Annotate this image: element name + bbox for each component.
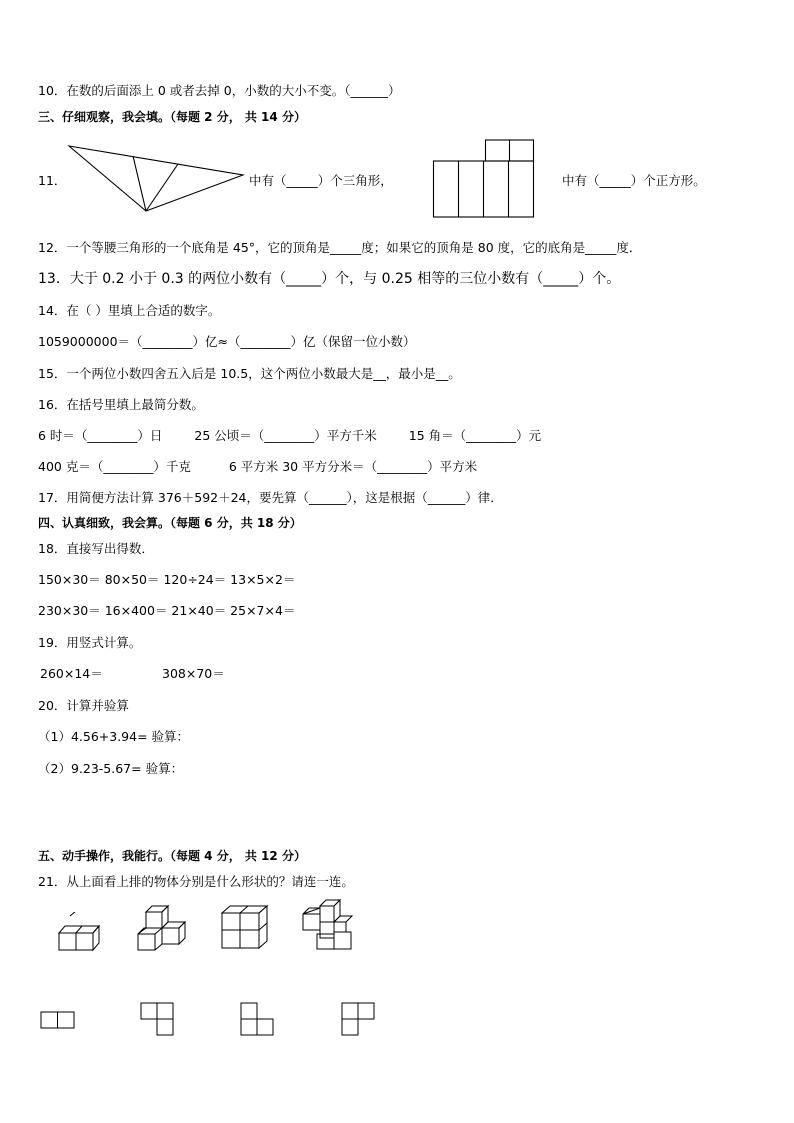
question-14-line: 1059000000＝（________）亿≈（________）亿（保留一位小数） — [38, 334, 416, 349]
section-3-header: 三、仔细观察，我会填。（每题 2 分， 共 14 分） — [38, 110, 306, 124]
outer-triangle — [69, 146, 243, 211]
question-16-row1 — [38, 427, 541, 445]
question-19: 19．用竖式计算。 — [38, 635, 142, 650]
question-20-a: （1）4.56+3.94= 验算： — [38, 729, 190, 744]
question-15: 15．一个两位小数四舍五入后是 10.5，这个两位小数最大是__，最小是__。 — [38, 366, 461, 381]
question-10: 10．在数的后面添上 0 或者去掉 0，小数的大小不变。（______） — [38, 83, 401, 98]
question-11-number: 11． — [38, 173, 67, 188]
block-object-1 — [56, 912, 102, 952]
top-view-shape-1 — [40, 1011, 76, 1029]
triangle-figure — [66, 143, 246, 215]
q16-item-1: 6 时＝（________）日 — [38, 428, 163, 443]
q16-item-4: 400 克＝（________）千克 — [38, 459, 191, 474]
question-21: 21．从上面看上排的物体分别是什么形状的？请连一连。 — [38, 874, 354, 889]
top-view-shape-2 — [140, 1002, 176, 1036]
q16-item-5: 6 平方米 30 平方分米＝（________）平方米 — [228, 459, 478, 474]
block-object-4 — [300, 898, 356, 954]
section-5-header: 五、动手操作，我能行。（每题 4 分， 共 12 分） — [38, 849, 306, 863]
question-11-part-a: 中有（_____）个三角形， — [249, 173, 393, 188]
question-18-row1: 150×30＝ 80×50＝ 120÷24＝ 13×5×2＝ — [38, 572, 296, 587]
top-view-shape-3 — [240, 1002, 276, 1036]
question-14: 14．在（ ）里填上合适的数字。 — [38, 303, 221, 318]
question-12: 12．一个等腰三角形的一个底角是 45°，它的顶角是_____度；如果它的顶角是 80 度，它的底角是_____度． — [38, 240, 642, 255]
squares-figure — [432, 138, 536, 220]
question-19-a: 260×14＝ — [40, 666, 103, 681]
section-4-header: 四、认真细致，我会算。（每题 6 分，共 18 分） — [38, 516, 302, 530]
question-16: 16．在括号里填上最简分数。 — [38, 397, 204, 412]
question-17: 17．用简便方法计算 376＋592＋24，要先算（______），这是根据（______）律． — [38, 490, 503, 505]
top-view-shape-4 — [341, 1002, 377, 1036]
question-20: 20．计算并验算 — [38, 698, 129, 713]
q16-item-2: 25 公顷＝（________）平方千米 — [194, 428, 377, 443]
question-19-b: 308×70＝ — [162, 666, 225, 681]
q16-item-3: 15 角＝（________）元 — [408, 428, 542, 443]
question-20-b: （2）9.23-5.67= 验算： — [38, 761, 184, 776]
question-13: 13．大于 0.2 小于 0.3 的两位小数有（_____）个，与 0.25 相等的三位小数有（_____）个。 — [38, 271, 621, 287]
block-object-2 — [135, 904, 189, 954]
question-11-part-b: 中有（_____）个正方形。 — [562, 173, 706, 188]
question-16-row2 — [38, 458, 477, 476]
block-object-3 — [220, 904, 270, 950]
question-18-row2: 230×30＝ 16×400＝ 21×40＝ 25×7×4＝ — [38, 603, 296, 618]
question-18: 18．直接写出得数． — [38, 541, 154, 556]
